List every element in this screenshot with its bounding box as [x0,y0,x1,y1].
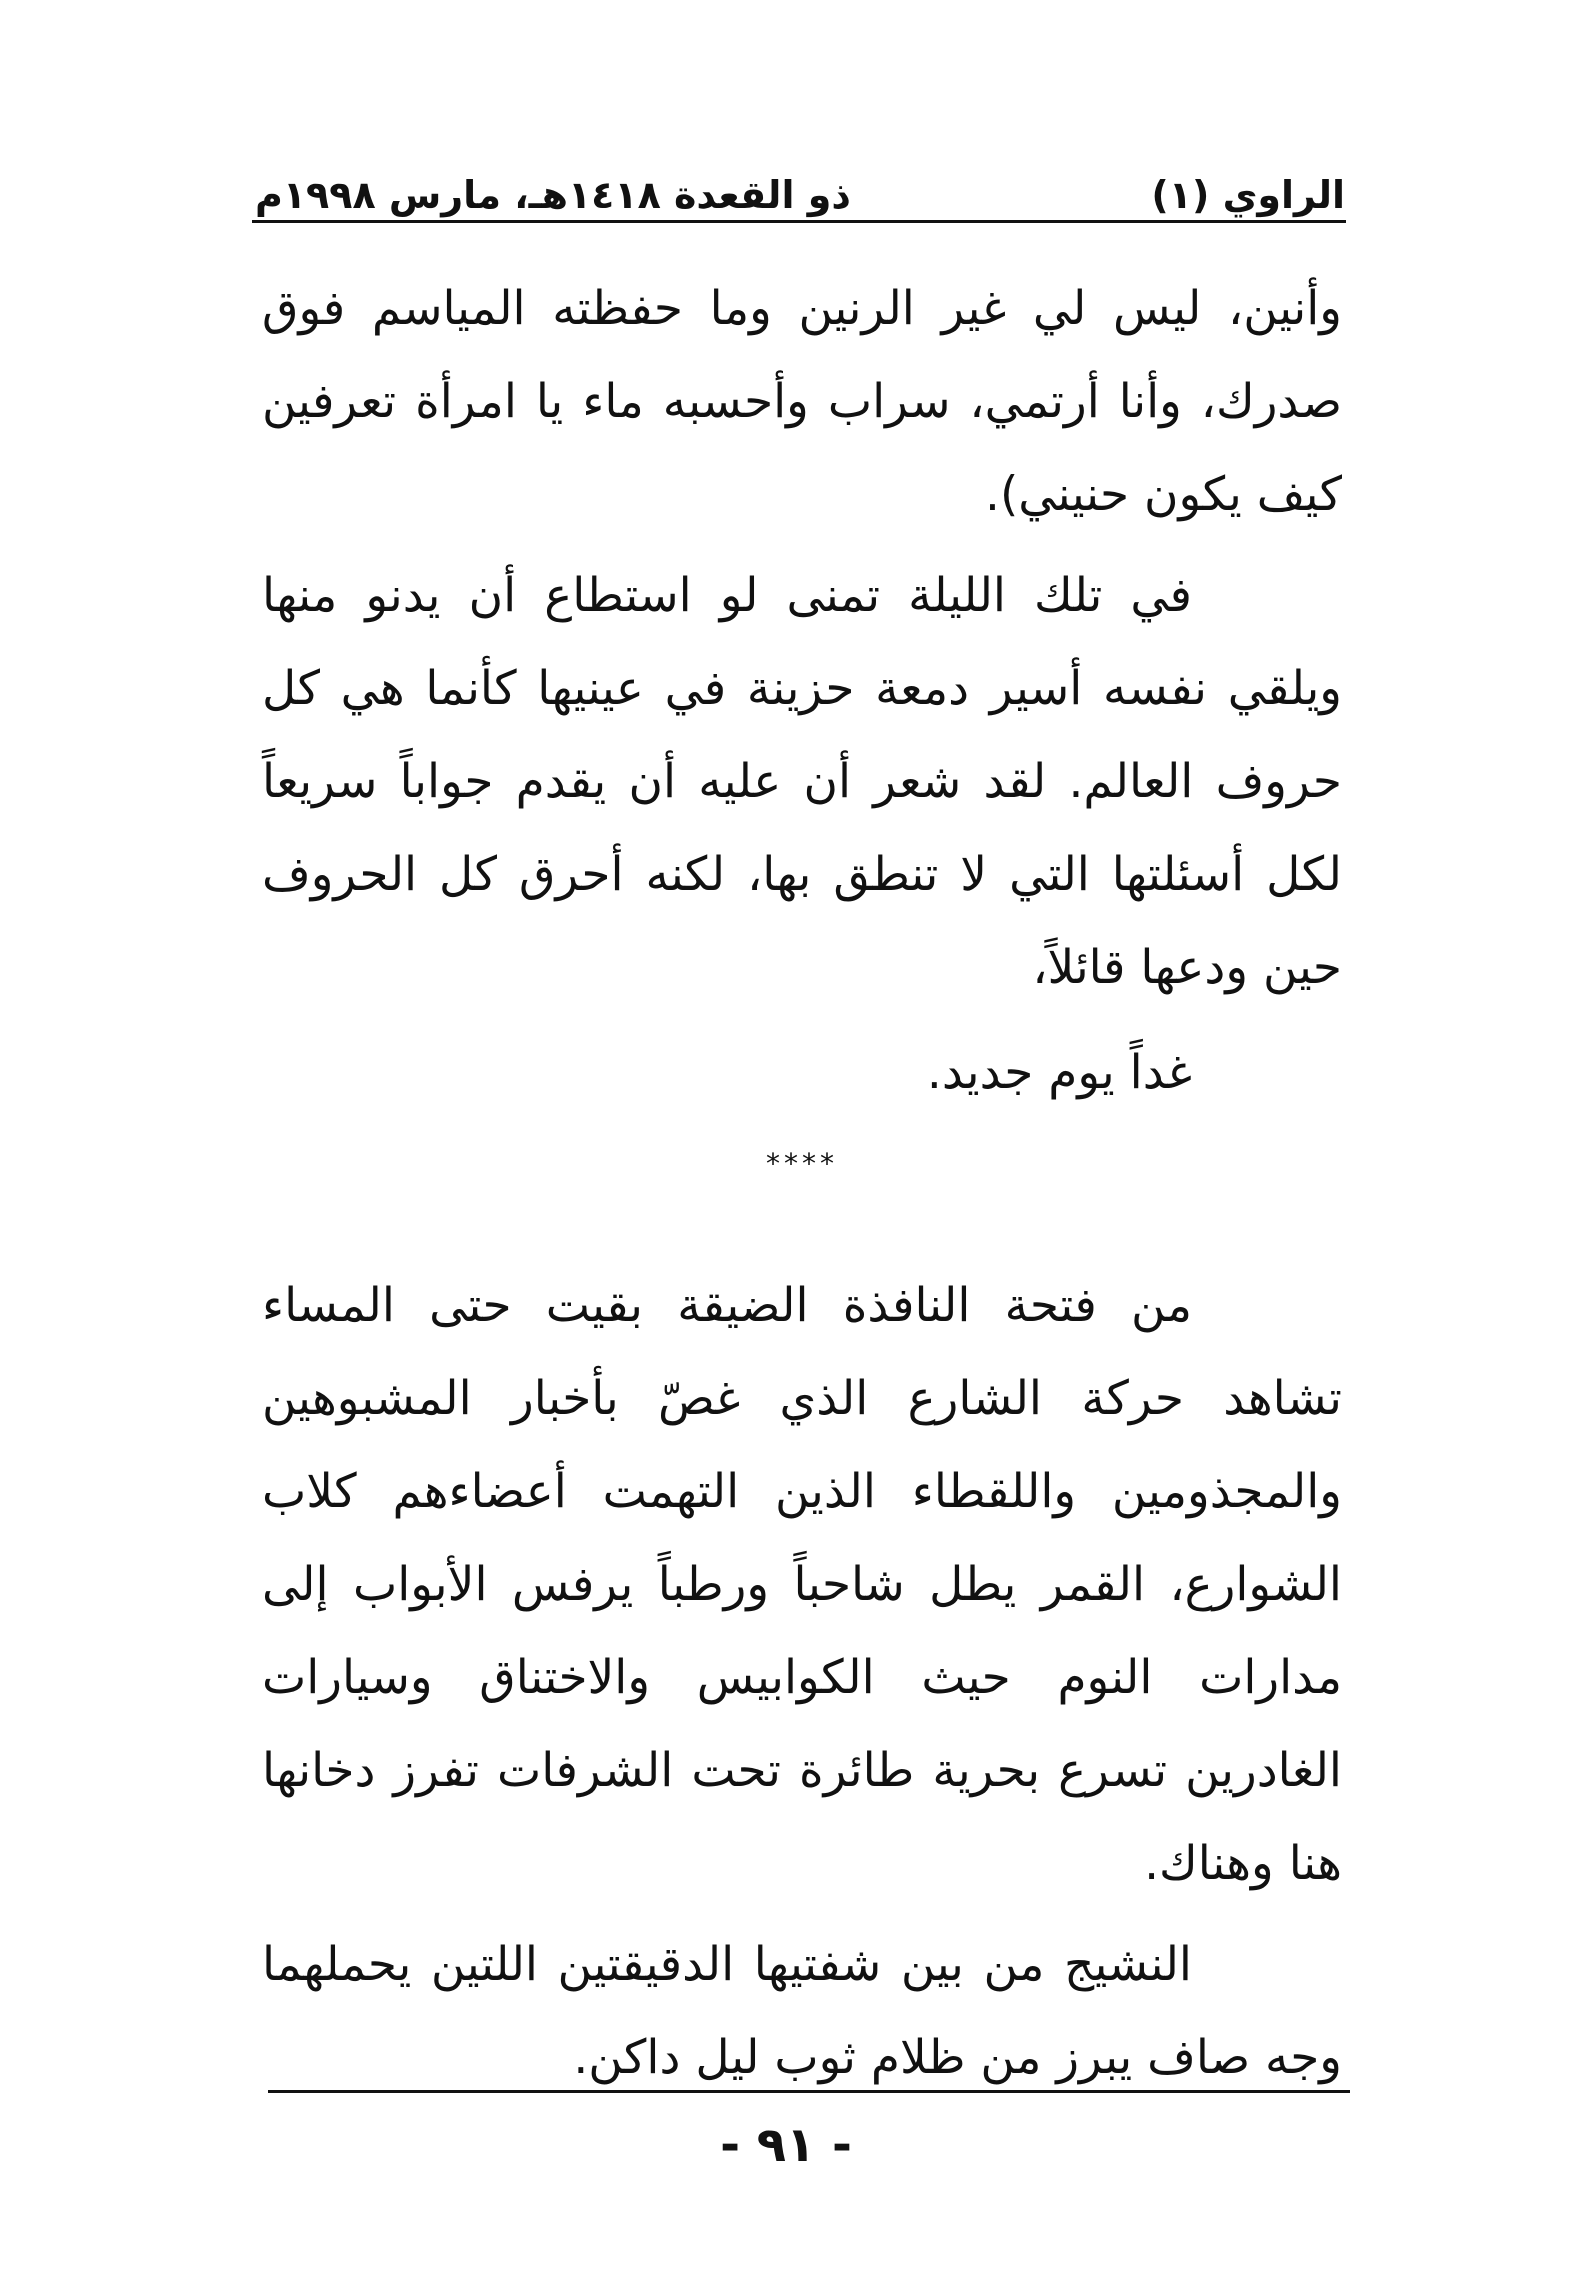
paragraph-gap [262,1014,1342,1026]
paragraph-3: غداً يوم جديد. [926,1045,1192,1100]
paragraph-5: النشيج من بين شفتيها الدقيقتين اللتين يحملهما وجه صاف يبرز من ظلام ثوب ليل داكن. [262,1937,1342,2085]
section-separator: **** [766,1147,838,1180]
paragraph-gap [262,541,1342,549]
header-divider [252,220,1346,223]
paragraph-2: في تلك الليلة تمنى لو استطاع أن يدنو منها ويلقي نفسه أسير دمعة حزينة في عينيها كأنما هي كل حروف العالم. لقد شعر أن عليه أن يقدم جواباً سريعاً لكل أسئلتها التي لا تنطق بها، لكنه أحرق كل الحروف حين ودعها قائلاً، [262,568,1342,995]
page-body [262,262,1342,2104]
footer-divider [268,2090,1350,2093]
paragraph-4: من فتحة النافذة الضيقة بقيت حتى المساء تشاهد حركة الشارع الذي غصّ بأخبار المشبوهين والمجذومين واللقطاء الذين التهمت أعضاءهم كلاب الشوارع، القمر يطل شاحباً ورطباً يرفس الأبواب إلى مدارات النوم حيث الكوابيس والاختناق وسيارات الغادرين تسرع بحرية طائرة تحت الشرفات تفرز دخانها هنا وهناك. [262,1278,1342,1891]
header-date: ذو القعدة ١٤١٨هـ، مارس ١٩٩٨م [255,173,851,217]
paragraph-gap [262,1910,1342,1918]
page-number: - ٩١ - [720,2117,852,2173]
paragraph-1: وأنين، ليس لي غير الرنين وما حفظته المياسم فوق صدرك، وأنا أرتمي، سراب وأحسبه ماء يا امرأة تعرفين كيف يكون حنيني). [262,281,1342,522]
running-header [255,150,1345,220]
header-book-title: الراوي (١) [1151,173,1345,217]
